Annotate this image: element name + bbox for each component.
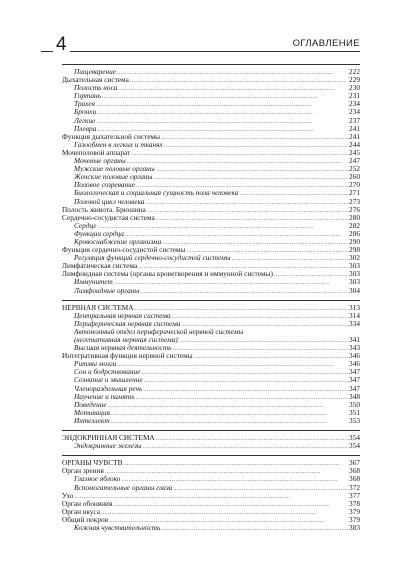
toc-entry-title: Лимфоидная система (органы кроветворения и иммунной системы) xyxy=(62,270,273,279)
toc-entry[interactable] xyxy=(62,516,360,524)
toc-entry-title: Половое созревание xyxy=(74,181,136,190)
toc-entry-page: 368 xyxy=(349,467,360,476)
toc-entry-title: Пищеварение xyxy=(74,68,117,76)
dot-leader xyxy=(143,442,348,450)
toc-entry[interactable] xyxy=(62,312,360,320)
toc-entry-page: 303 xyxy=(349,278,360,287)
toc-entry-page: 286 xyxy=(349,229,360,238)
toc-entry-title: Сознание и мышление xyxy=(74,376,143,385)
toc-entry[interactable] xyxy=(62,417,360,425)
toc-entry-page: 348 xyxy=(349,392,360,401)
toc-entry[interactable] xyxy=(62,484,360,492)
dot-leader xyxy=(113,500,348,508)
toc-entry[interactable] xyxy=(62,246,360,254)
toc-entry-title: Регуляция функций сердечно-сосудистой системы xyxy=(74,254,231,263)
toc-entry-title: Орган зрения xyxy=(62,467,104,476)
toc-entry[interactable] xyxy=(62,254,360,262)
toc-entry[interactable] xyxy=(62,376,360,384)
toc-entry-page: 234 xyxy=(349,100,360,109)
dot-leader xyxy=(136,181,348,189)
toc-entry[interactable] xyxy=(62,133,360,141)
toc-entry[interactable] xyxy=(62,385,360,393)
toc-entry-title: Биологическая и социальная сущность пола человека xyxy=(74,189,239,198)
toc-entry-title: Эндокринные железы xyxy=(74,442,142,451)
toc-entry[interactable] xyxy=(62,173,360,181)
dot-leader xyxy=(194,352,348,360)
table-of-contents xyxy=(62,64,360,532)
toc-entry[interactable] xyxy=(62,467,360,475)
dot-leader xyxy=(114,278,348,286)
dot-leader xyxy=(97,108,348,116)
toc-entry-page: 276 xyxy=(349,205,360,214)
dot-leader xyxy=(274,270,348,278)
toc-entry-title: Гортань xyxy=(74,92,101,101)
dot-leader xyxy=(161,133,348,141)
dot-leader xyxy=(161,524,348,532)
toc-entry-title: ЭНДОКРИННАЯ СИСТЕМА xyxy=(62,434,155,443)
toc-entry[interactable] xyxy=(62,492,360,500)
toc-entry-title: Периферическая нервная система xyxy=(74,319,181,328)
toc-entry-page: 378 xyxy=(349,499,360,508)
toc-entry-page: 298 xyxy=(349,246,360,255)
toc-entry[interactable] xyxy=(62,328,360,336)
toc-entry[interactable] xyxy=(62,475,360,483)
toc-entry-title: Мотивация xyxy=(74,408,110,417)
dot-leader xyxy=(138,262,348,270)
page-header xyxy=(0,0,400,62)
toc-entry-page: 353 xyxy=(349,416,360,425)
toc-entry[interactable] xyxy=(62,434,360,442)
dot-leader xyxy=(96,117,348,125)
toc-entry[interactable] xyxy=(62,336,360,344)
toc-entry-page: 341 xyxy=(349,336,360,344)
toc-entry[interactable] xyxy=(62,125,360,133)
toc-entry[interactable] xyxy=(62,230,360,238)
dot-leader xyxy=(125,230,348,238)
toc-entry[interactable] xyxy=(62,141,360,149)
toc-entry[interactable] xyxy=(62,344,360,352)
dot-leader xyxy=(111,409,348,417)
toc-entry-page: 231 xyxy=(349,92,360,101)
dot-leader xyxy=(123,459,348,467)
dot-leader xyxy=(102,92,348,100)
toc-entry-page: 303 xyxy=(349,270,360,279)
toc-entry-page: 350 xyxy=(349,400,360,409)
toc-entry[interactable] xyxy=(62,401,360,409)
dot-leader xyxy=(101,508,348,516)
dot-leader xyxy=(97,125,348,133)
toc-entry[interactable] xyxy=(62,500,360,508)
dot-leader xyxy=(131,149,348,157)
dot-leader xyxy=(144,376,348,384)
toc-entry-page: 346 xyxy=(349,360,360,369)
toc-entry-page: 290 xyxy=(349,237,360,246)
toc-entry-title: Функции сердца xyxy=(74,229,124,238)
page-number: 4 xyxy=(56,34,67,55)
toc-entry-title: Лимфатическая система xyxy=(62,262,138,271)
toc-entry-title: НЕРВНАЯ СИСТЕМА xyxy=(62,303,134,312)
toc-entry-title: Женские половые органы xyxy=(74,173,153,182)
section-divider xyxy=(62,295,360,301)
toc-entry-page: 347 xyxy=(349,376,360,385)
toc-entry-page: 314 xyxy=(349,311,360,320)
toc-entry-page: 351 xyxy=(349,408,360,417)
toc-entry[interactable] xyxy=(62,214,360,222)
toc-entry-page: 334 xyxy=(349,319,360,328)
toc-entry-page: 237 xyxy=(349,116,360,125)
toc-entry-page: 245 xyxy=(349,148,360,157)
toc-entry[interactable] xyxy=(62,68,360,76)
toc-entry[interactable] xyxy=(62,262,360,270)
toc-entry-title: Полость живота. Брюшина xyxy=(62,205,146,214)
dot-leader xyxy=(181,320,348,328)
toc-entry-title: Лимфоидные органы xyxy=(74,286,140,295)
header-rule-left xyxy=(41,51,53,52)
toc-entry[interactable] xyxy=(62,238,360,246)
toc-entry-title: Общий покров xyxy=(62,515,109,524)
dot-leader xyxy=(162,238,348,246)
toc-entry-page: 354 xyxy=(349,434,360,443)
toc-entry[interactable] xyxy=(62,108,360,116)
toc-entry-title: Мочевые органы xyxy=(74,157,126,166)
toc-entry-page: 383 xyxy=(349,523,360,532)
toc-entry-title: Ухо xyxy=(62,491,74,500)
dot-leader xyxy=(153,173,348,181)
dot-leader xyxy=(111,417,348,425)
toc-entry-title: Орган вкуса xyxy=(62,507,100,516)
dot-leader xyxy=(117,68,348,76)
toc-entry-title: Функция дыхательной системы xyxy=(62,132,161,141)
toc-entry[interactable] xyxy=(62,181,360,189)
toc-entry-title: (вегетативная нервная система) xyxy=(74,336,178,344)
toc-entry-title: Мужские половые органы xyxy=(74,165,155,174)
dot-leader xyxy=(97,222,348,230)
toc-entry-page: 377 xyxy=(349,491,360,500)
toc-entry-page: 252 xyxy=(349,165,360,174)
toc-entry[interactable] xyxy=(62,270,360,278)
toc-entry-title: Автономный отдел периферической нервной системы xyxy=(74,327,244,336)
toc-entry-page: 379 xyxy=(349,515,360,524)
dot-leader xyxy=(156,165,348,173)
toc-entry[interactable] xyxy=(62,100,360,108)
toc-entry[interactable] xyxy=(62,222,360,230)
toc-entry-page: 230 xyxy=(349,84,360,93)
dot-leader xyxy=(156,434,348,442)
dot-leader xyxy=(232,254,348,262)
toc-entry[interactable] xyxy=(62,157,360,165)
dot-leader xyxy=(130,76,348,84)
toc-entry-page: 234 xyxy=(349,108,360,117)
toc-entry-title: Членораздельная речь xyxy=(74,384,143,393)
toc-entry[interactable] xyxy=(62,165,360,173)
toc-entry[interactable] xyxy=(62,117,360,125)
toc-entry-title: ОРГАНЫ ЧУВСТВ xyxy=(62,459,123,468)
toc-entry-title: Плевра xyxy=(74,124,97,133)
dot-leader xyxy=(141,368,348,376)
toc-entry-page: 229 xyxy=(349,76,360,85)
toc-entry-page: 244 xyxy=(349,140,360,149)
dot-leader xyxy=(109,516,348,524)
dot-leader xyxy=(173,484,348,492)
toc-entry-page: 379 xyxy=(349,507,360,516)
toc-entry-page: 313 xyxy=(349,303,360,312)
toc-entry-page: 222 xyxy=(349,68,360,76)
dot-leader xyxy=(143,385,348,393)
toc-entry[interactable] xyxy=(62,287,360,295)
toc-entry-title: Центральная нервная система xyxy=(74,311,171,320)
toc-entry-title: Орган обоняния xyxy=(62,499,113,508)
toc-entry-title: Половой цикл человека xyxy=(74,197,145,206)
toc-entry[interactable] xyxy=(62,368,360,376)
toc-entry-page: 347 xyxy=(349,384,360,393)
toc-entry-title: Поведение xyxy=(74,400,107,409)
toc-entry[interactable] xyxy=(62,459,360,467)
header-rule-right xyxy=(70,51,360,52)
dot-leader xyxy=(239,189,348,197)
section-divider xyxy=(62,64,360,65)
toc-entry-title: Сердце xyxy=(74,221,97,230)
toc-entry-title: Трахея xyxy=(74,100,96,109)
dot-leader xyxy=(74,492,348,500)
toc-entry-page: 304 xyxy=(349,286,360,295)
dot-leader xyxy=(186,246,348,254)
toc-entry-title: Мочеполовой аппарат xyxy=(62,148,131,157)
toc-entry-title: Высшая нервная деятельность xyxy=(74,344,172,353)
toc-entry[interactable] xyxy=(62,524,360,532)
toc-entry[interactable] xyxy=(62,189,360,197)
dot-leader xyxy=(127,157,348,165)
dot-leader xyxy=(140,287,348,295)
toc-entry[interactable] xyxy=(62,278,360,286)
toc-entry[interactable] xyxy=(62,304,360,312)
toc-entry[interactable] xyxy=(62,84,360,92)
toc-entry-title: Газообмен в легких и тканях xyxy=(74,140,163,149)
toc-entry-title: Интегративная функция нервной системы xyxy=(62,352,193,361)
dot-leader xyxy=(173,344,349,352)
toc-entry-page: 347 xyxy=(349,368,360,377)
dot-leader xyxy=(108,401,348,409)
toc-entry-page: 260 xyxy=(349,173,360,182)
dot-leader xyxy=(135,304,348,312)
toc-entry[interactable] xyxy=(62,76,360,84)
toc-entry[interactable] xyxy=(62,393,360,401)
toc-entry-page: 343 xyxy=(349,344,360,353)
toc-entry-title: Сон и бодрствование xyxy=(74,368,141,377)
toc-entry-page: 346 xyxy=(349,352,360,361)
toc-entry[interactable] xyxy=(62,320,360,328)
toc-entry-page: 368 xyxy=(349,475,360,484)
toc-entry-page: 241 xyxy=(349,124,360,133)
toc-entry[interactable] xyxy=(62,352,360,360)
toc-entry[interactable] xyxy=(62,360,360,368)
dot-leader xyxy=(105,467,348,475)
running-title: ОГЛАВЛЕНИЕ xyxy=(292,38,360,49)
dot-leader xyxy=(121,475,348,483)
toc-entry-title: Полость носа xyxy=(74,84,118,93)
toc-entry[interactable] xyxy=(62,206,360,214)
toc-entry-title: Вспомогательные органы глаза xyxy=(74,483,173,492)
toc-entry-page: 273 xyxy=(349,197,360,206)
toc-entry-page: 241 xyxy=(349,132,360,141)
toc-entry-page: 282 xyxy=(349,221,360,230)
toc-entry[interactable] xyxy=(62,198,360,206)
toc-entry-title: Легкие xyxy=(74,116,96,125)
toc-entry-title: Интеллект xyxy=(74,416,110,425)
section-divider xyxy=(62,425,360,431)
toc-entry-page: 367 xyxy=(349,459,360,468)
toc-entry-page: 302 xyxy=(349,254,360,263)
dot-leader xyxy=(179,336,348,344)
dot-leader xyxy=(136,393,349,401)
dot-leader xyxy=(96,100,348,108)
toc-entry-title: Ритмы мозга xyxy=(74,360,117,369)
toc-entry-page: 280 xyxy=(349,213,360,222)
toc-entry-title: Кожная чувствительность xyxy=(74,523,161,532)
dot-leader xyxy=(147,206,348,214)
dot-leader xyxy=(117,360,348,368)
toc-entry-page: 354 xyxy=(349,442,360,451)
toc-entry-page: 270 xyxy=(349,181,360,190)
toc-entry-title: Функция сердечно-сосудистой системы xyxy=(62,246,186,255)
toc-entry[interactable] xyxy=(62,409,360,417)
toc-entry-title: Глазное яблоко xyxy=(74,475,121,484)
dot-leader xyxy=(145,198,348,206)
toc-entry-title: Сердечно-сосудистая система xyxy=(62,213,155,222)
toc-entry-page: 247 xyxy=(349,157,360,166)
toc-entry-title: Бронхи xyxy=(74,108,97,117)
dot-leader xyxy=(164,141,348,149)
dot-leader xyxy=(172,312,348,320)
toc-entry-title: Кровоснабжение организма xyxy=(74,237,162,246)
dot-leader xyxy=(156,214,348,222)
section-divider xyxy=(62,450,360,456)
toc-entry-page: 271 xyxy=(349,189,360,198)
toc-entry-page: 372 xyxy=(349,483,360,492)
toc-entry-title: Научение и память xyxy=(74,392,135,401)
toc-entry[interactable] xyxy=(62,442,360,450)
dot-leader xyxy=(118,84,348,92)
toc-entry[interactable] xyxy=(62,508,360,516)
toc-entry[interactable] xyxy=(62,92,360,100)
toc-entry[interactable] xyxy=(62,149,360,157)
toc-entry-page: 303 xyxy=(349,262,360,271)
toc-entry-title: Иммунитет xyxy=(74,278,113,287)
toc-entry-title: Дыхательная система xyxy=(62,76,129,85)
